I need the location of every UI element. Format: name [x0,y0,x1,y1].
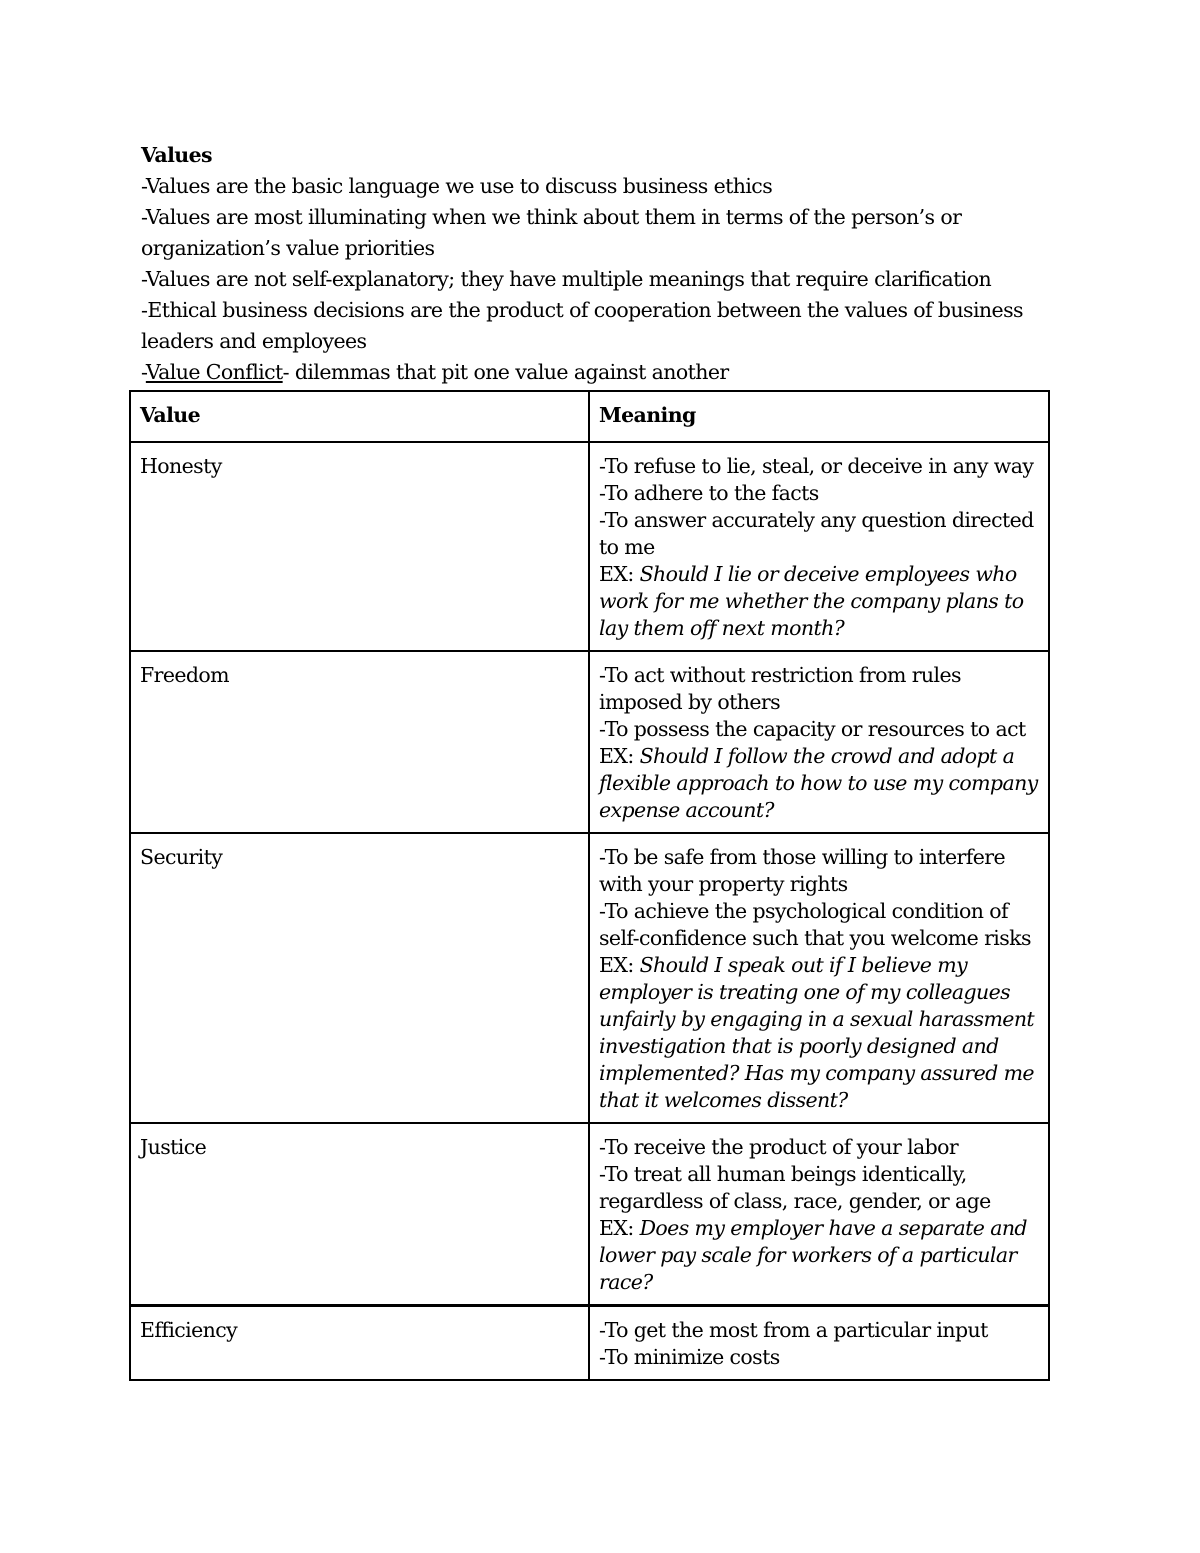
header-meaning: Meaning [589,391,1049,442]
bullet-line: -Ethical business decisions are the product of cooperation between the values of business leaders and employees [141,298,1023,353]
ex-label: EX: [599,1216,640,1240]
ex-label: EX: [599,744,640,768]
value-cell: Efficiency [130,1306,589,1381]
meaning-cell [589,1306,1049,1381]
meaning-cell [589,651,1049,833]
bullet-line: -Values are the basic language we use to discuss business ethics [141,174,773,198]
conflict-term: Value Conflict [145,360,283,384]
section-heading: Values [141,143,212,167]
table-row-justice [130,1123,1049,1306]
value-cell: Honesty [130,442,589,651]
meaning-line: -To treat all human beings identically, regardless of class, race, gender, or age [599,1162,991,1213]
meaning-cell [589,442,1049,651]
ex-label: EX: [599,562,640,586]
bullet-line: -Values are not self-explanatory; they have multiple meanings that require clarification [141,267,992,291]
example-line [599,1215,1039,1296]
value-cell: Security [130,833,589,1123]
meaning-line: -To act without restriction from rules imposed by others [599,663,961,714]
example-text: Should I lie or deceive employees who work for me whether the company plans to lay them off next month? [599,562,1024,640]
table-header-row [130,391,1049,442]
value-cell: Freedom [130,651,589,833]
example-text: Does my employer have a separate and lower pay scale for workers of a particular race? [599,1216,1027,1294]
example-text: Should I speak out if I believe my employer is treating one of my colleagues unfairly by engaging in a sexual harassment investigation that is poorly designed and implemented? Has my company assured me that it welcomes dissent? [599,953,1035,1112]
value-conflict-line [141,357,1061,388]
meaning-line: -To achieve the psychological condition of self-confidence such that you welcome risks [599,899,1031,950]
meaning-line: -To be safe from those willing to interfere with your property rights [599,845,1006,896]
bullet-line: -Values are most illuminating when we think about them in terms of the person’s or organization’s value priorities [141,205,962,260]
value-cell: Justice [130,1123,589,1306]
table-row-security [130,833,1049,1123]
conflict-definition: - dilemmas that pit one value against another [282,360,729,384]
meaning-line: -To adhere to the facts [599,481,819,505]
meaning-cell [589,1123,1049,1306]
header-value: Value [130,391,589,442]
values-table [129,390,1050,1381]
meaning-line: -To minimize costs [599,1345,780,1369]
meaning-cell [589,833,1049,1123]
example-text: Should I follow the crowd and adopt a flexible approach to how to use my company expense account? [599,744,1038,822]
example-line [599,743,1039,824]
meaning-line: -To possess the capacity or resources to act [599,717,1026,741]
example-line [599,952,1039,1114]
meaning-line: -To answer accurately any question directed to me [599,508,1034,559]
meaning-line: -To refuse to lie, steal, or deceive in any way [599,454,1034,478]
meaning-line: -To receive the product of your labor [599,1135,959,1159]
example-line [599,561,1039,642]
conflict-prefix: - [141,360,146,384]
table-row-freedom [130,651,1049,833]
meaning-line: -To get the most from a particular input [599,1318,988,1342]
table-row-efficiency [130,1306,1049,1381]
ex-label: EX: [599,953,640,977]
table-row-honesty [130,442,1049,651]
intro-section [141,140,1061,388]
